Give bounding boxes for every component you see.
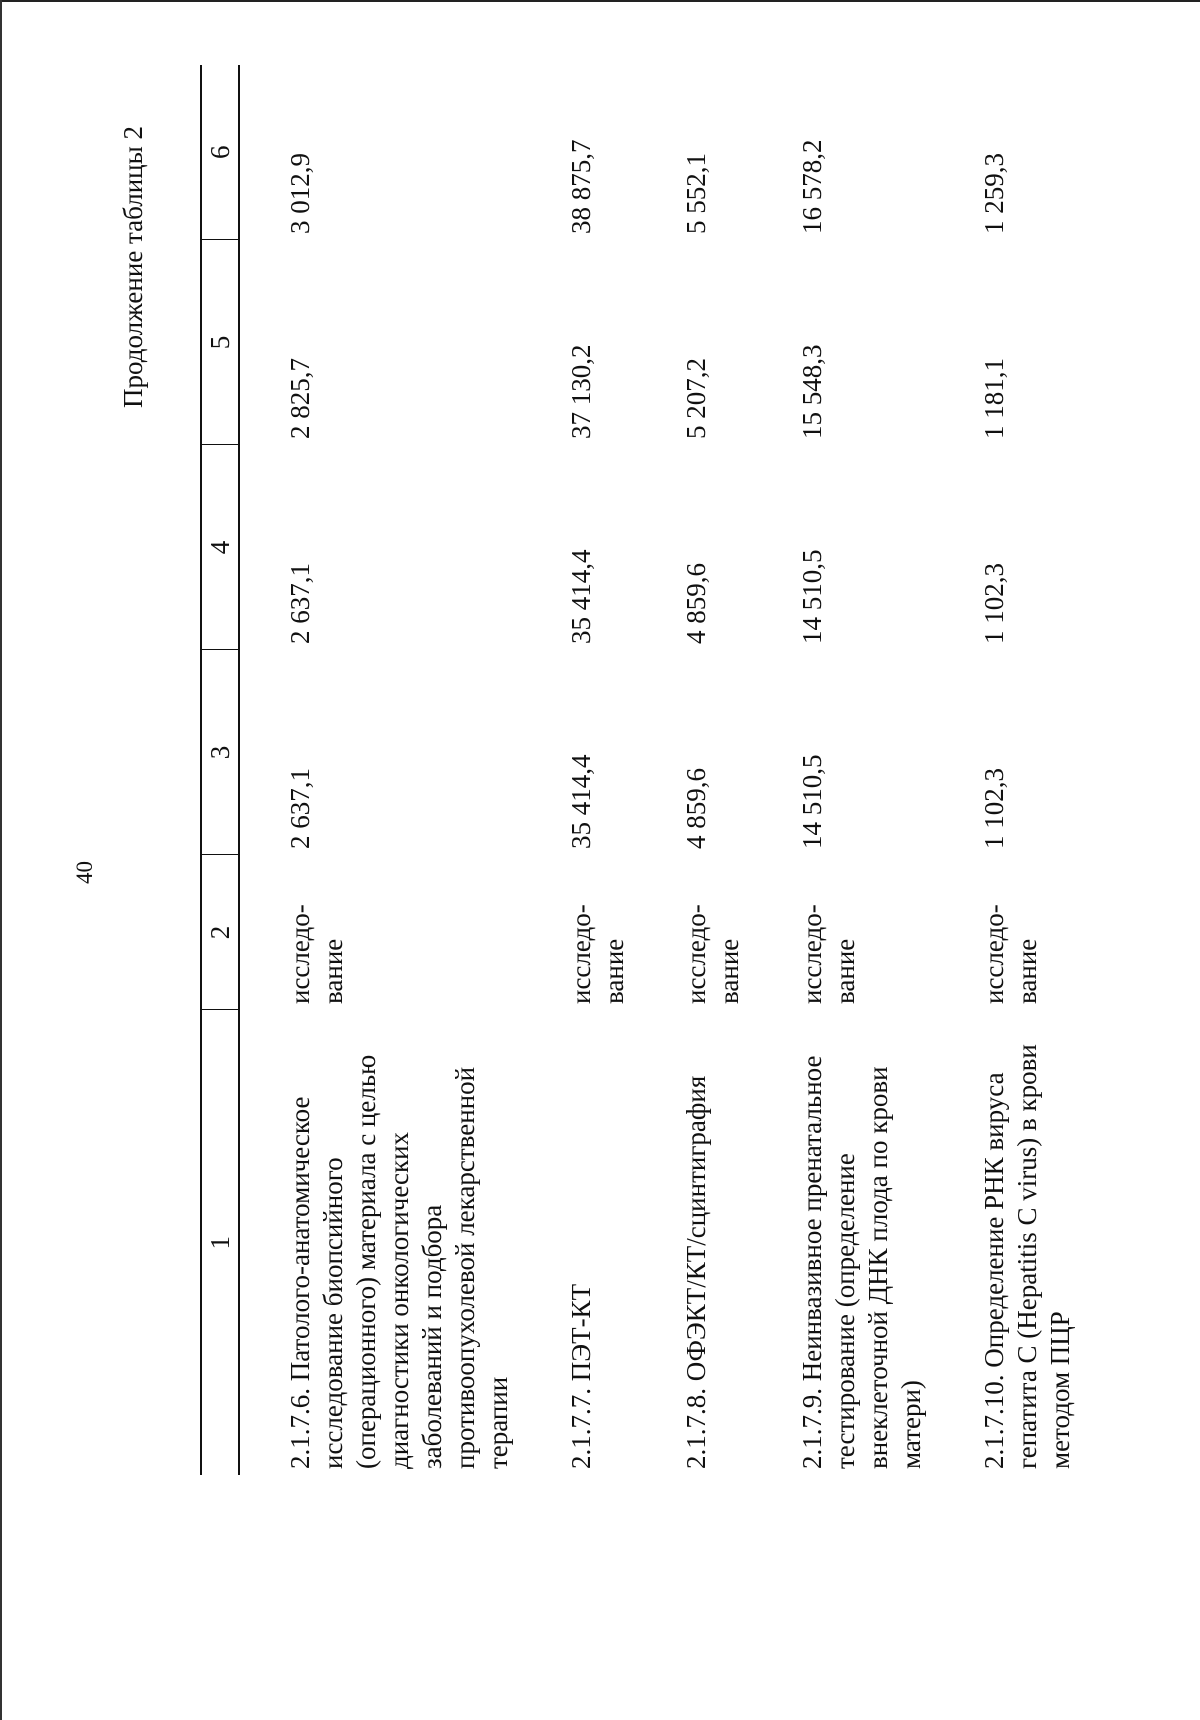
value-col-3: 35 414,4: [565, 754, 596, 849]
value-col-4: 2 637,1: [285, 563, 315, 644]
value-col-6: 1 259,3: [979, 153, 1010, 234]
unit-of-measure: исследо-вание: [979, 904, 1042, 1004]
value-col-3: 2 637,1: [285, 768, 315, 849]
unit-of-measure: исследо-вание: [285, 904, 348, 1004]
table-row: [940, 65, 1089, 1475]
value-col-5: 15 548,3: [797, 344, 828, 439]
table-continuation-label: Продолжение таблицы 2: [118, 126, 148, 408]
unit-of-measure: исследо-вание: [565, 904, 629, 1004]
value-col-6: 3 012,9: [285, 153, 315, 234]
value-col-4: 14 510,5: [797, 549, 828, 644]
value-col-3: 1 102,3: [979, 768, 1010, 849]
value-col-6: 16 578,2: [797, 139, 828, 234]
value-col-4: 1 102,3: [979, 563, 1010, 644]
tariff-table: [200, 65, 1089, 1475]
service-name: 2.1.7.8. ОФЭКТ/КТ/сцинтиграфия: [681, 1075, 712, 1469]
value-col-4: 4 859,6: [681, 563, 712, 644]
table-row: [642, 65, 758, 1475]
column-header-1: 1: [201, 1010, 239, 1475]
column-header-3: 3: [201, 650, 239, 855]
table-row: [239, 65, 527, 1475]
value-col-5: 2 825,7: [285, 358, 315, 439]
table-header-row: [201, 65, 239, 1475]
column-header-4: 4: [201, 445, 239, 650]
page-number: 40: [72, 861, 97, 884]
value-col-3: 4 859,6: [681, 768, 712, 849]
table-row: [758, 65, 940, 1475]
service-name: 2.1.7.7. ПЭТ-КТ: [565, 1283, 596, 1469]
value-col-5: 37 130,2: [565, 344, 596, 439]
value-col-6: 38 875,7: [565, 139, 596, 234]
column-header-5: 5: [201, 240, 239, 445]
unit-of-measure: исследо-вание: [797, 904, 861, 1004]
service-name: 2.1.7.6. Патолого-анатомическое исследование биопсийного (операционного) материала с целью диагностики онкологических заболеваний и подбора противоопухолевой лекарственной терапии: [285, 1054, 513, 1469]
unit-of-measure: исследо-вание: [681, 904, 745, 1004]
service-name: 2.1.7.9. Неинвазивное пренатальное тестирование (определение внеклеточной ДНК плода по крови матери): [797, 1055, 927, 1469]
column-header-6: 6: [201, 65, 239, 240]
column-header-2: 2: [201, 855, 239, 1010]
table-row: [527, 65, 643, 1475]
value-col-4: 35 414,4: [565, 549, 596, 644]
value-col-5: 1 181,1: [979, 358, 1010, 439]
value-col-6: 5 552,1: [681, 153, 712, 234]
value-col-5: 5 207,2: [681, 358, 712, 439]
service-name: 2.1.7.10. Определение РНК вируса гепатита C (Hepatitis C virus) в крови методом ПЦР: [979, 1044, 1075, 1469]
value-col-3: 14 510,5: [797, 754, 828, 849]
